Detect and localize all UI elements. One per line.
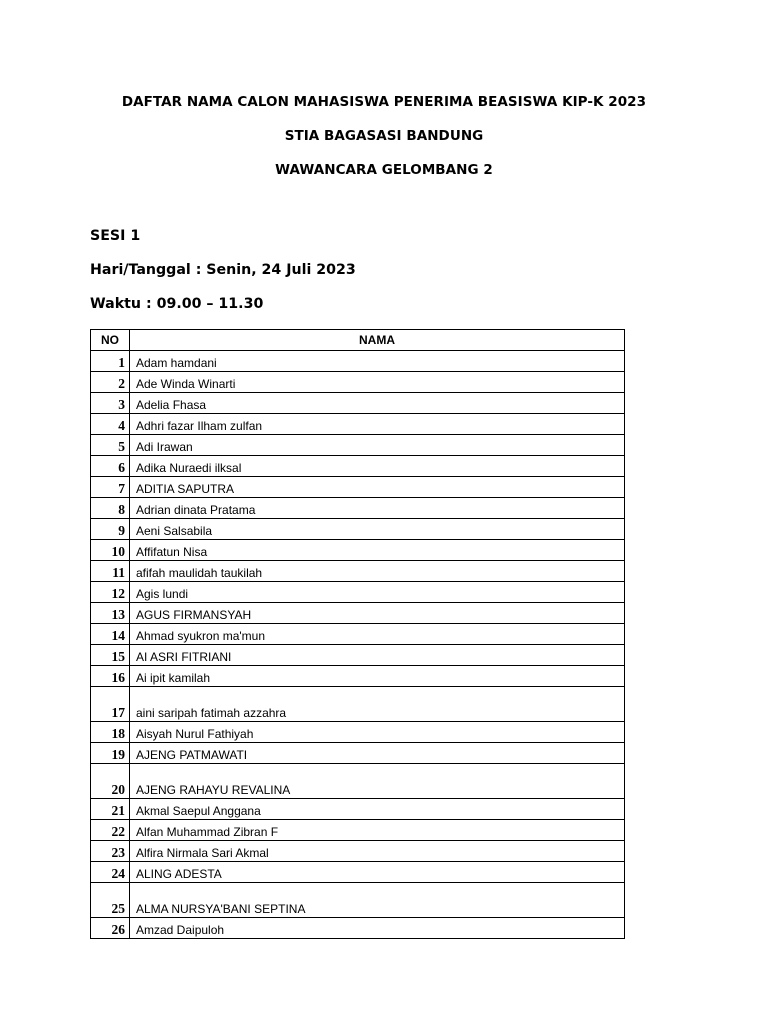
row-number: 14 <box>91 624 130 645</box>
table-row <box>91 743 625 764</box>
row-name: AJENG RAHAYU REVALINA <box>130 764 625 799</box>
row-number: 6 <box>91 456 130 477</box>
row-number: 18 <box>91 722 130 743</box>
table-row <box>91 883 625 918</box>
table-row <box>91 841 625 862</box>
row-name: Alfira Nirmala Sari Akmal <box>130 841 625 862</box>
header-no: NO <box>91 330 130 351</box>
table-row <box>91 918 625 939</box>
row-number: 3 <box>91 393 130 414</box>
row-number: 26 <box>91 918 130 939</box>
row-number: 10 <box>91 540 130 561</box>
table-row <box>91 540 625 561</box>
row-name: AJENG PATMAWATI <box>130 743 625 764</box>
table-row <box>91 645 625 666</box>
row-name: Adhri fazar Ilham zulfan <box>130 414 625 435</box>
table-row <box>91 519 625 540</box>
table-header-row <box>91 330 625 351</box>
row-number: 20 <box>91 764 130 799</box>
row-name: ALMA NURSYA'BANI SEPTINA <box>130 883 625 918</box>
table-row <box>91 799 625 820</box>
table-row <box>91 764 625 799</box>
session-label: SESI 1 <box>90 228 141 244</box>
row-number: 24 <box>91 862 130 883</box>
row-name: AI ASRI FITRIANI <box>130 645 625 666</box>
row-name: Ai ipit kamilah <box>130 666 625 687</box>
row-number: 23 <box>91 841 130 862</box>
document-title: DAFTAR NAMA CALON MAHASISWA PENERIMA BEASISWA KIP-K 2023 <box>121 94 647 110</box>
table-row <box>91 498 625 519</box>
table-row <box>91 582 625 603</box>
interview-wave: WAWANCARA GELOMBANG 2 <box>275 162 493 178</box>
table-row <box>91 561 625 582</box>
row-name: Agis lundi <box>130 582 625 603</box>
table-row <box>91 687 625 722</box>
table-row <box>91 414 625 435</box>
row-number: 17 <box>91 687 130 722</box>
row-number: 11 <box>91 561 130 582</box>
date-label: Hari/Tanggal : Senin, 24 Juli 2023 <box>90 262 356 278</box>
candidate-table <box>90 329 625 939</box>
row-number: 5 <box>91 435 130 456</box>
row-number: 21 <box>91 799 130 820</box>
table-row <box>91 820 625 841</box>
row-name: aini saripah fatimah azzahra <box>130 687 625 722</box>
row-name: Aisyah Nurul Fathiyah <box>130 722 625 743</box>
row-name: Adrian dinata Pratama <box>130 498 625 519</box>
row-number: 4 <box>91 414 130 435</box>
row-name: Aeni Salsabila <box>130 519 625 540</box>
row-name: Alfan Muhammad Zibran F <box>130 820 625 841</box>
table-row <box>91 477 625 498</box>
row-number: 13 <box>91 603 130 624</box>
row-name: Adam hamdani <box>130 351 625 372</box>
table-row <box>91 435 625 456</box>
row-number: 12 <box>91 582 130 603</box>
time-label: Waktu : 09.00 – 11.30 <box>90 296 264 312</box>
table-row <box>91 722 625 743</box>
row-name: Affifatun Nisa <box>130 540 625 561</box>
table-row <box>91 603 625 624</box>
row-number: 19 <box>91 743 130 764</box>
row-name: ALING ADESTA <box>130 862 625 883</box>
row-name: Akmal Saepul Anggana <box>130 799 625 820</box>
row-number: 9 <box>91 519 130 540</box>
row-number: 25 <box>91 883 130 918</box>
table-row <box>91 666 625 687</box>
row-name: Adika Nuraedi ilksal <box>130 456 625 477</box>
row-number: 16 <box>91 666 130 687</box>
row-number: 8 <box>91 498 130 519</box>
table-row <box>91 624 625 645</box>
table-row <box>91 456 625 477</box>
row-number: 22 <box>91 820 130 841</box>
row-name: Ahmad syukron ma'mun <box>130 624 625 645</box>
row-number: 1 <box>91 351 130 372</box>
row-name: Amzad Daipuloh <box>130 918 625 939</box>
table-row <box>91 351 625 372</box>
row-name: Adelia Fhasa <box>130 393 625 414</box>
row-name: AGUS FIRMANSYAH <box>130 603 625 624</box>
row-number: 15 <box>91 645 130 666</box>
header-name: NAMA <box>130 330 625 351</box>
table-row <box>91 372 625 393</box>
row-number: 7 <box>91 477 130 498</box>
row-name: afifah maulidah taukilah <box>130 561 625 582</box>
row-number: 2 <box>91 372 130 393</box>
table-row <box>91 393 625 414</box>
row-name: Ade Winda Winarti <box>130 372 625 393</box>
table-row <box>91 862 625 883</box>
row-name: Adi Irawan <box>130 435 625 456</box>
row-name: ADITIA SAPUTRA <box>130 477 625 498</box>
institution-name: STIA BAGASASI BANDUNG <box>284 128 484 144</box>
